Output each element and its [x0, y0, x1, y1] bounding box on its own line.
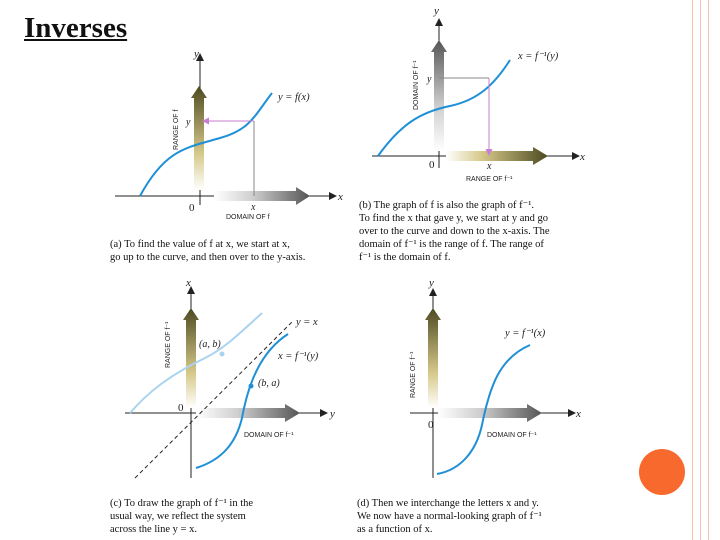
- panel-c-point-ba-dot: [249, 384, 254, 389]
- panel-a-domain-bar: [214, 187, 310, 205]
- panel-b-caption-line-4: domain of f⁻¹ is the range of f. The range of: [359, 239, 544, 250]
- panel-c-domain-bar: [196, 404, 300, 422]
- panel-b-caption-line-5: f⁻¹ is the domain of f.: [359, 252, 451, 263]
- panel-d-x-axis-label: x: [576, 408, 581, 420]
- panel-b-range-label: RANGE OF f⁻¹: [466, 176, 513, 183]
- panel-c-point-ab-label: (a, b): [199, 339, 221, 350]
- panel-d-caption-line-2: We now have a normal-looking graph of f⁻¹: [357, 511, 542, 522]
- panel-d-origin: 0: [428, 419, 434, 431]
- panel-d-caption-line-3: as a function of x.: [357, 524, 433, 535]
- panel-b-x-axis-label: x: [580, 151, 585, 163]
- panel-c: [110, 277, 335, 535]
- panel-a-caption-line-1: (a) To find the value of f at x, we start at x,: [110, 239, 290, 250]
- panel-c-origin: 0: [178, 402, 184, 414]
- panel-a: [110, 48, 343, 263]
- panel-d-domain-bar: [438, 404, 542, 422]
- panel-b-x-mark: x: [487, 161, 492, 172]
- panel-d-range-bar: [425, 308, 441, 408]
- panel-c-caption-line-1: (c) To draw the graph of f⁻¹ in the: [110, 498, 254, 509]
- panel-d: [357, 277, 581, 535]
- panel-b-caption-line-2: To find the x that gave y, we start at y and go: [359, 213, 548, 224]
- panel-b-range-bar: [446, 147, 548, 165]
- panel-a-range-label: RANGE OF f: [173, 109, 180, 150]
- panel-d-y-axis-label: y: [429, 277, 434, 289]
- panel-b-y-mark: y: [427, 74, 432, 85]
- panel-c-point-ba-label: (b, a): [258, 378, 280, 389]
- panel-c-point-ab-dot: [220, 352, 225, 357]
- panel-d-range-label: RANGE OF f⁻¹: [410, 351, 417, 398]
- panel-c-curve-label: x = f⁻¹(y): [278, 351, 319, 362]
- panel-a-y-mark: y: [186, 117, 191, 128]
- panel-d-caption-line-1: (d) Then we interchange the letters x and y.: [357, 498, 539, 509]
- panel-c-horizontal-axis-label: y: [330, 408, 335, 420]
- panel-b-caption-line-3: over to the curve and down to the x-axis. The: [359, 226, 550, 237]
- panel-a-x-axis-label: x: [338, 191, 343, 203]
- panel-a-origin: 0: [189, 202, 195, 214]
- panel-c-line-label: y = x: [296, 317, 318, 328]
- panel-c-inverse-curve: [196, 334, 288, 468]
- panel-b-y-axis-label: y: [434, 5, 439, 17]
- panel-c-caption-line-2: usual way, we reflect the system: [110, 511, 246, 522]
- panel-a-x-mark: x: [251, 202, 256, 213]
- panel-c-range-label: RANGE OF f⁻¹: [165, 321, 172, 368]
- panel-c-vertical-axis-label: x: [186, 277, 191, 289]
- panel-a-caption-line-2: go up to the curve, and then over to the y-axis.: [110, 252, 306, 263]
- panel-a-range-bar: [191, 86, 207, 190]
- panel-a-curve: [140, 93, 272, 196]
- panel-c-domain-label: DOMAIN OF f⁻¹: [244, 432, 294, 439]
- panel-b: [359, 5, 585, 263]
- panel-b-domain-bar: [431, 40, 447, 151]
- panel-a-y-axis-label: y: [194, 48, 199, 60]
- panel-a-curve-label: y = f(x): [278, 92, 310, 103]
- panel-d-curve-label: y = f⁻¹(x): [505, 328, 546, 339]
- panel-c-caption-line-3: across the line y = x.: [110, 524, 197, 535]
- panel-d-domain-label: DOMAIN OF f⁻¹: [487, 432, 537, 439]
- panel-b-curve-label: x = f⁻¹(y): [518, 51, 559, 62]
- panel-b-domain-label: DOMAIN OF f⁻¹: [413, 60, 420, 110]
- panel-a-domain-label: DOMAIN OF f: [226, 214, 270, 221]
- panel-b-origin: 0: [429, 159, 435, 171]
- panel-c-range-bar: [183, 308, 199, 408]
- panel-b-caption-line-1: (b) The graph of f is also the graph of f⁻¹.: [359, 200, 534, 211]
- slide-title: Inverses: [24, 12, 128, 44]
